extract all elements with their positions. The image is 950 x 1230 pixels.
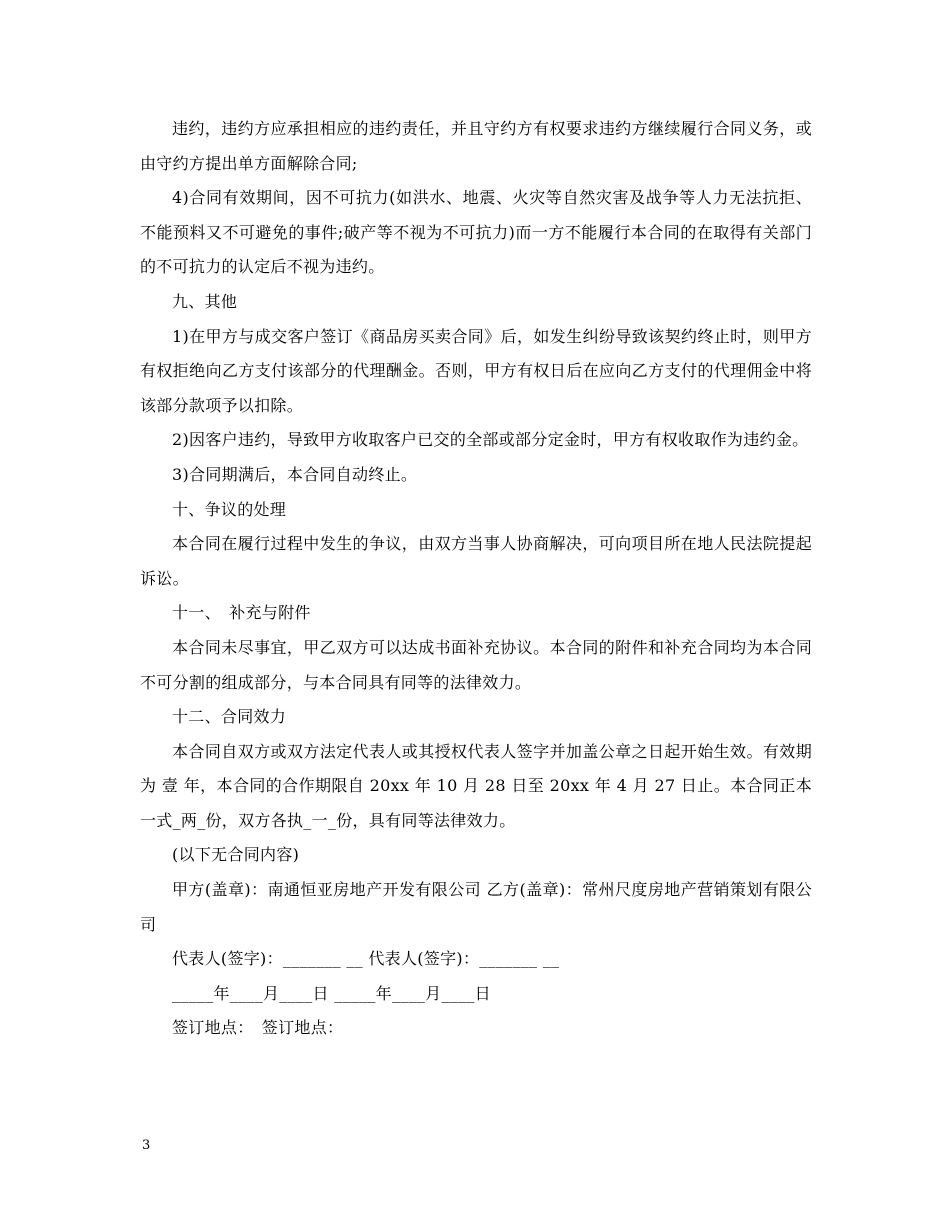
- paragraph-force-majeure: 4)合同有效期间，因不可抗力(如洪水、地震、火灾等自然灾害及战争等人力无法抗拒、不能预料又不可避免的事件;破产等不视为不可抗力)而一方不能履行本合同的在取得有关部门的不可抗力的认定后不视为违约。: [140, 188, 812, 277]
- paragraph-other-item-2: 2)因客户违约，导致甲方收取客户已交的全部或部分定金时，甲方有权收取作为违约金。: [172, 430, 809, 450]
- paragraph-breach-continued: 违约，违约方应承担相应的违约责任，并且守约方有权要求违约方继续履行合同义务，或由守约方提出单方面解除合同;: [140, 119, 812, 173]
- paragraph-validity: 本合同自双方或双方法定代表人或其授权代表人签字并加盖公章之日起开始生效。有效期为 壹 年，本合同的合作期限自 20xx 年 10 月 28 日至 20xx 年 4 月 27 日止。本合同正本一式_两_份，双方各执_一_份，具有同等法律效力。: [140, 741, 812, 830]
- section-heading-other: 九、其他: [172, 291, 238, 311]
- paragraph-other-item-3: 3)合同期满后，本合同自动终止。: [172, 464, 418, 484]
- signature-locations: 签订地点： 签订地点：: [172, 1018, 344, 1038]
- page-number: 3: [142, 1138, 151, 1153]
- section-heading-supplement: 十一、 补充与附件: [172, 603, 311, 623]
- paragraph-other-item-1: 1)在甲方与成交客户签订《商品房买卖合同》后，如发生纠纷导致该契约终止时，则甲方有权拒绝向乙方支付该部分的代理酬金。否则，甲方有权日后在应向乙方支付的代理佣金中将该部分款项予以扣除。: [140, 326, 812, 415]
- paragraph-dispute: 本合同在履行过程中发生的争议，由双方当事人协商解决，可向项目所在地人民法院提起诉讼。: [140, 534, 812, 588]
- signature-dates: _____年____月____日 _____年____月____日: [172, 983, 491, 1003]
- section-heading-dispute: 十、争议的处理: [172, 499, 287, 519]
- signature-representatives: 代表人(签字)：_______ __ 代表人(签字)：_______ __: [172, 949, 560, 969]
- contract-body: [140, 112, 812, 1046]
- section-heading-validity: 十二、合同效力: [172, 707, 287, 727]
- paragraph-supplement: 本合同未尽事宜，甲乙双方可以达成书面补充协议。本合同的附件和补充合同均为本合同不可分割的组成部分，与本合同具有同等的法律效力。: [140, 637, 812, 692]
- signature-parties: 甲方(盖章)：南通恒亚房地产开发有限公司 乙方(盖章)：常州尺度房地产营销策划有限公司: [140, 880, 812, 934]
- paragraph-end-note: (以下无合同内容): [172, 845, 300, 865]
